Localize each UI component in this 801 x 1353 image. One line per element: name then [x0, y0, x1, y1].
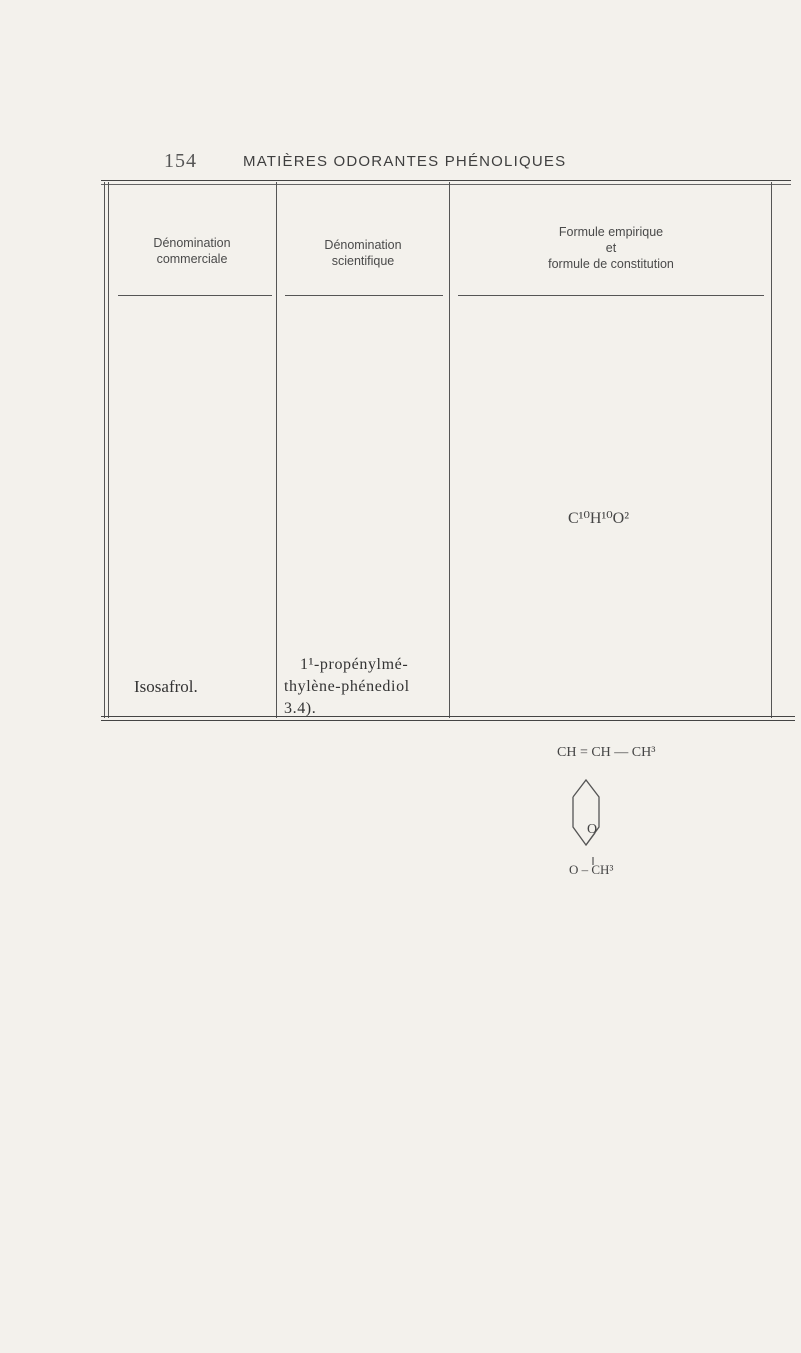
header-rule-col3 [458, 295, 764, 296]
page-number: 154 [164, 150, 197, 172]
header-line: scientifique [331, 254, 395, 268]
methoxy-label: O – CH³ [569, 862, 614, 877]
header-commercial-name [110, 235, 274, 267]
header-line: commerciale [156, 252, 228, 266]
table-bottom-rule-2 [101, 720, 795, 721]
scientific-name [284, 654, 410, 720]
header-line: formule de constitution [548, 257, 674, 271]
header-rule-col2 [285, 295, 443, 296]
scientific-name-line: 1¹-propénylmé- [300, 656, 409, 673]
header-scientific-name [278, 237, 448, 269]
side-chain: CH = CH — CH³ [557, 745, 656, 760]
header-rule-col1 [118, 295, 272, 296]
header-line: et [605, 241, 617, 255]
table-left-border [104, 182, 105, 718]
commercial-name: Isosafrol. [134, 677, 198, 696]
table-right-border [771, 182, 772, 718]
running-head: MATIÈRES ODORANTES PHÉNOLIQUES [243, 153, 567, 170]
header-formula [451, 224, 771, 272]
scientific-name-line: thylène-phénediol [284, 678, 410, 695]
header-line: Dénomination [324, 238, 402, 252]
header-line: Formule empirique [558, 225, 664, 239]
table-bottom-rule [101, 716, 795, 717]
table-top-rule [101, 180, 791, 181]
empirical-formula: C¹⁰H¹⁰O² [568, 510, 629, 527]
table-top-rule-2 [101, 184, 791, 185]
scientific-name-line: 3.4). [284, 700, 317, 717]
oxygen-label: O [587, 822, 598, 837]
benzene-ring-icon [560, 757, 620, 877]
column-divider-2 [449, 182, 450, 718]
table-left-border-inner [108, 182, 109, 718]
header-line: Dénomination [153, 236, 231, 250]
column-divider-1 [276, 182, 277, 718]
